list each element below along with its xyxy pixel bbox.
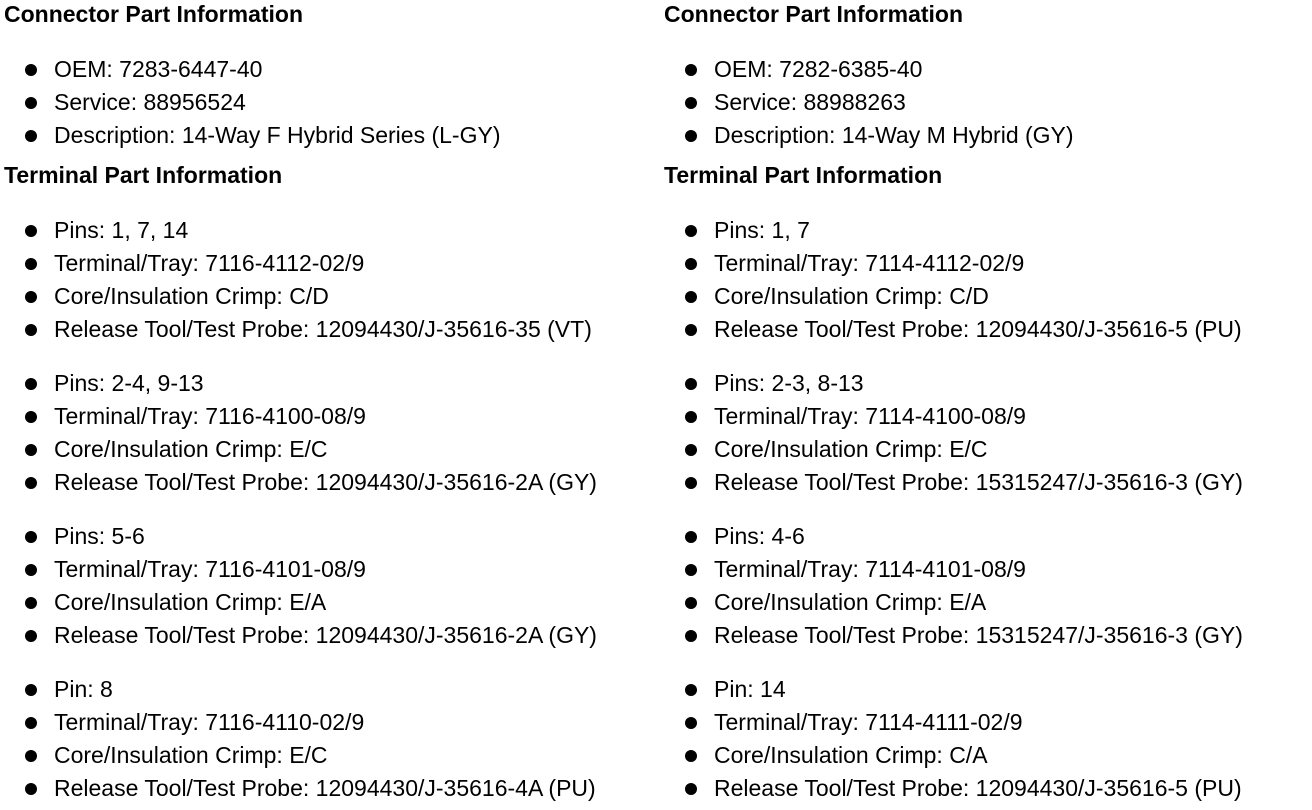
bullet-icon — [685, 378, 697, 390]
list-item — [664, 119, 1312, 152]
bullet-icon — [685, 630, 697, 642]
bullet-icon — [25, 378, 37, 390]
terminal-group — [4, 520, 660, 652]
pins-value: Pins: 4-6 — [714, 523, 805, 549]
left-connector-column — [4, 0, 660, 805]
terminal-tray-value: Terminal/Tray: 7114-4112-02/9 — [714, 250, 1025, 276]
release-tool-value: Release Tool/Test Probe: 12094430/J-35616-2A (GY) — [54, 622, 597, 648]
bullet-icon — [25, 564, 37, 576]
list-item — [664, 553, 1312, 586]
terminal-tray-value: Terminal/Tray: 7116-4101-08/9 — [54, 556, 366, 582]
bullet-icon — [685, 477, 697, 489]
release-tool-value: Release Tool/Test Probe: 15315247/J-35616-3 (GY) — [714, 469, 1243, 495]
bullet-icon — [685, 717, 697, 729]
bullet-icon — [25, 630, 37, 642]
bullet-icon — [25, 324, 37, 336]
bullet-icon — [25, 717, 37, 729]
bullet-icon — [25, 291, 37, 303]
bullet-icon — [685, 225, 697, 237]
list-item — [4, 520, 660, 553]
release-tool-value: Release Tool/Test Probe: 12094430/J-35616-35 (VT) — [54, 316, 592, 342]
list-item — [664, 772, 1312, 805]
crimp-value: Core/Insulation Crimp: E/C — [54, 742, 328, 768]
list-item — [4, 313, 660, 346]
bullet-icon — [25, 411, 37, 423]
list-item — [4, 586, 660, 619]
list-item — [4, 739, 660, 772]
list-item — [664, 706, 1312, 739]
pins-value: Pins: 1, 7, 14 — [54, 217, 189, 243]
bullet-icon — [685, 531, 697, 543]
crimp-value: Core/Insulation Crimp: C/D — [54, 283, 329, 309]
release-tool-value: Release Tool/Test Probe: 12094430/J-35616-4A (PU) — [54, 775, 596, 801]
bullet-icon — [685, 750, 697, 762]
bullet-icon — [25, 444, 37, 456]
list-item — [4, 706, 660, 739]
list-item — [664, 520, 1312, 553]
bullet-icon — [25, 64, 37, 76]
bullet-icon — [685, 130, 697, 142]
list-item — [664, 673, 1312, 706]
list-item — [4, 214, 660, 247]
bullet-icon — [685, 564, 697, 576]
list-item — [664, 739, 1312, 772]
bullet-icon — [685, 258, 697, 270]
pins-value: Pin: 8 — [54, 676, 113, 702]
bullet-icon — [25, 684, 37, 696]
right-connector-column — [664, 0, 1312, 805]
bullet-icon — [25, 783, 37, 795]
bullet-icon — [25, 531, 37, 543]
list-item — [4, 466, 660, 499]
list-item — [4, 86, 660, 119]
bullet-icon — [25, 258, 37, 270]
crimp-value: Core/Insulation Crimp: C/D — [714, 283, 989, 309]
list-item — [4, 280, 660, 313]
connector-description: Description: 14-Way F Hybrid Series (L-GY) — [54, 122, 501, 148]
release-tool-value: Release Tool/Test Probe: 12094430/J-35616-5 (PU) — [714, 316, 1242, 342]
bullet-icon — [25, 597, 37, 609]
list-item — [4, 53, 660, 86]
terminal-group — [4, 367, 660, 499]
terminal-part-heading: Terminal Part Information — [664, 162, 943, 188]
crimp-value: Core/Insulation Crimp: C/A — [714, 742, 988, 768]
bullet-icon — [685, 444, 697, 456]
bullet-icon — [685, 97, 697, 109]
terminal-tray-value: Terminal/Tray: 7114-4100-08/9 — [714, 403, 1026, 429]
bullet-icon — [685, 64, 697, 76]
terminal-group — [664, 520, 1312, 652]
pins-value: Pins: 2-3, 8-13 — [714, 370, 864, 396]
terminal-group — [664, 673, 1312, 805]
connector-part-heading: Connector Part Information — [664, 1, 964, 27]
list-item — [664, 86, 1312, 119]
crimp-value: Core/Insulation Crimp: E/A — [54, 589, 327, 615]
terminal-tray-value: Terminal/Tray: 7116-4100-08/9 — [54, 403, 366, 429]
pins-value: Pin: 14 — [714, 676, 786, 702]
terminal-tray-value: Terminal/Tray: 7116-4110-02/9 — [54, 709, 365, 735]
list-item — [4, 772, 660, 805]
list-item — [4, 400, 660, 433]
crimp-value: Core/Insulation Crimp: E/C — [54, 436, 328, 462]
bullet-icon — [25, 750, 37, 762]
list-item — [664, 619, 1312, 652]
bullet-icon — [685, 291, 697, 303]
bullet-icon — [685, 324, 697, 336]
list-item — [664, 433, 1312, 466]
bullet-icon — [685, 684, 697, 696]
list-item — [664, 466, 1312, 499]
bullet-icon — [685, 411, 697, 423]
list-item — [4, 553, 660, 586]
terminal-group — [664, 367, 1312, 499]
connector-part-heading: Connector Part Information — [4, 1, 304, 27]
list-item — [664, 247, 1312, 280]
release-tool-value: Release Tool/Test Probe: 15315247/J-35616-3 (GY) — [714, 622, 1243, 648]
terminal-part-heading: Terminal Part Information — [4, 162, 283, 188]
connector-part-list — [664, 53, 1312, 152]
release-tool-value: Release Tool/Test Probe: 12094430/J-35616-2A (GY) — [54, 469, 597, 495]
connector-part-list — [4, 53, 660, 152]
oem-number: OEM: 7283-6447-40 — [54, 56, 263, 82]
pins-value: Pins: 1, 7 — [714, 217, 810, 243]
list-item — [4, 619, 660, 652]
list-item — [664, 367, 1312, 400]
list-item — [4, 119, 660, 152]
bullet-icon — [25, 477, 37, 489]
bullet-icon — [685, 783, 697, 795]
oem-number: OEM: 7282-6385-40 — [714, 56, 923, 82]
bullet-icon — [25, 130, 37, 142]
pins-value: Pins: 2-4, 9-13 — [54, 370, 204, 396]
terminal-group — [664, 214, 1312, 346]
list-item — [664, 53, 1312, 86]
list-item — [4, 433, 660, 466]
crimp-value: Core/Insulation Crimp: E/C — [714, 436, 988, 462]
bullet-icon — [685, 597, 697, 609]
crimp-value: Core/Insulation Crimp: E/A — [714, 589, 987, 615]
terminal-group — [4, 214, 660, 346]
connector-description: Description: 14-Way M Hybrid (GY) — [714, 122, 1074, 148]
list-item — [664, 400, 1312, 433]
list-item — [4, 367, 660, 400]
terminal-tray-value: Terminal/Tray: 7116-4112-02/9 — [54, 250, 365, 276]
bullet-icon — [25, 225, 37, 237]
bullet-icon — [25, 97, 37, 109]
list-item — [4, 247, 660, 280]
terminal-tray-value: Terminal/Tray: 7114-4111-02/9 — [714, 709, 1023, 735]
list-item — [664, 214, 1312, 247]
release-tool-value: Release Tool/Test Probe: 12094430/J-35616-5 (PU) — [714, 775, 1242, 801]
list-item — [4, 673, 660, 706]
list-item — [664, 313, 1312, 346]
terminal-group — [4, 673, 660, 805]
terminal-tray-value: Terminal/Tray: 7114-4101-08/9 — [714, 556, 1026, 582]
service-number: Service: 88988263 — [714, 89, 906, 115]
service-number: Service: 88956524 — [54, 89, 246, 115]
list-item — [664, 586, 1312, 619]
pins-value: Pins: 5-6 — [54, 523, 145, 549]
list-item — [664, 280, 1312, 313]
